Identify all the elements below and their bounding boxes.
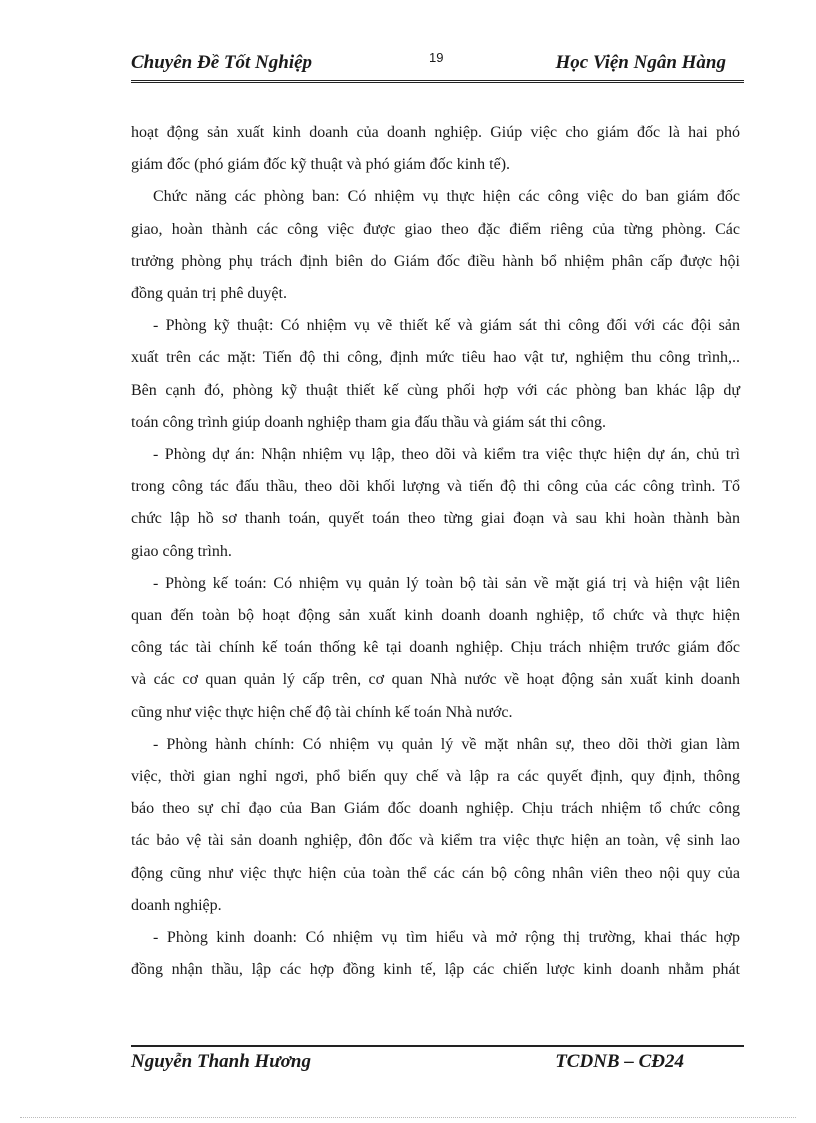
text-line: xuất trên các mặt: Tiến độ thi công, định mức tiêu hao vật tư, nghiệm thu công trình,..: [131, 349, 740, 367]
text-line: - Phòng dự án: Nhận nhiệm vụ lập, theo dõi và kiểm tra việc thực hiện dự án, chủ trì: [153, 446, 740, 464]
text-line: và các cơ quan quản lý cấp trên, cơ quan Nhà nước về hoạt động sản xuất kinh doanh: [131, 671, 740, 689]
text-line: tác bảo vệ tài sản doanh nghiệp, đôn đốc và kiểm tra việc thực hiện an toàn, vệ sinh lao: [131, 832, 740, 850]
text-line: giao, hoàn thành các công việc được giao theo đặc điểm riêng của từng phòng. Các: [131, 220, 740, 238]
text-line: doanh nghiệp.: [131, 896, 222, 914]
text-line: trưởng phòng phụ trách định biên do Giám đốc điều hành bổ nhiệm phân cấp được hội: [131, 252, 740, 270]
text-line: Bên cạnh đó, phòng kỹ thuật thiết kế cùng phối hợp với các phòng ban khác lập dự: [131, 381, 740, 399]
text-line: cũng như việc thực hiện chế độ tài chính kế toán Nhà nước.: [131, 703, 513, 721]
page-footer: [131, 1045, 744, 1077]
text-line: chức lập hồ sơ thanh toán, quyết toán theo từng giai đoạn và sau khi hoàn thành bàn: [131, 510, 740, 528]
text-line: việc, thời gian nghỉ ngơi, phổ biến quy chế và lập ra các quyết định, quy định, thông: [131, 768, 740, 786]
footer-author: Nguyễn Thanh Hương: [131, 1051, 311, 1072]
text-line: đồng nhận thầu, lập các hợp đồng kinh tế, lập các chiến lược kinh doanh nhằm phát: [131, 961, 740, 979]
text-line: - Phòng kế toán: Có nhiệm vụ quản lý toàn bộ tài sản về mặt giá trị và hiện vật liên: [153, 574, 740, 592]
text-line: báo theo sự chỉ đạo của Ban Giám đốc doanh nghiệp. Chịu trách nhiệm tổ chức công: [131, 800, 740, 818]
text-line: trong công tác đấu thầu, theo dõi khối lượng và tiến độ thi công của các công trình. Tổ: [131, 478, 740, 496]
text-line: Chức năng các phòng ban: Có nhiệm vụ thực hiện các công việc do ban giám đốc: [153, 188, 740, 206]
text-line: - Phòng kinh doanh: Có nhiệm vụ tìm hiểu và mở rộng thị trường, khai thác hợp: [153, 929, 740, 947]
footer-class-code: TCDNB – CĐ24: [555, 1051, 684, 1072]
text-line: giao công trình.: [131, 542, 232, 560]
header-title-left: Chuyên Đề Tốt Nghiệp: [131, 52, 313, 73]
text-line: giám đốc (phó giám đốc kỹ thuật và phó giám đốc kinh tế).: [131, 156, 511, 174]
text-line: quan đến toàn bộ hoạt động sản xuất kinh doanh doanh nghiệp, tổ chức và thực hiện: [131, 607, 740, 625]
text-line: toán công trình giúp doanh nghiệp tham gia đấu thầu và giám sát thi công.: [131, 413, 607, 431]
text-line: đồng quản trị phê duyệt.: [131, 285, 287, 303]
text-line: - Phòng kỹ thuật: Có nhiệm vụ vẽ thiết kế và giám sát thi công đối với các đội sản: [153, 317, 740, 335]
page-number: 19: [429, 50, 444, 65]
page-bottom-dotted-line: [20, 1117, 796, 1118]
page-header: [131, 50, 744, 83]
text-line: động cũng như việc thực hiện của toàn thể các cán bộ công nhân viên theo nội quy của: [131, 864, 740, 882]
text-line: hoạt động sản xuất kinh doanh của doanh nghiệp. Giúp việc cho giám đốc là hai phó: [131, 124, 740, 141]
document-body: [131, 117, 740, 986]
text-line: công tác tài chính kế toán thống kê tại doanh nghiệp. Chịu trách nhiệm trước giám đốc: [131, 639, 740, 657]
text-line: - Phòng hành chính: Có nhiệm vụ quản lý về mặt nhân sự, theo dõi thời gian làm: [153, 735, 740, 753]
header-title-right: Học Viện Ngân Hàng: [555, 52, 726, 73]
